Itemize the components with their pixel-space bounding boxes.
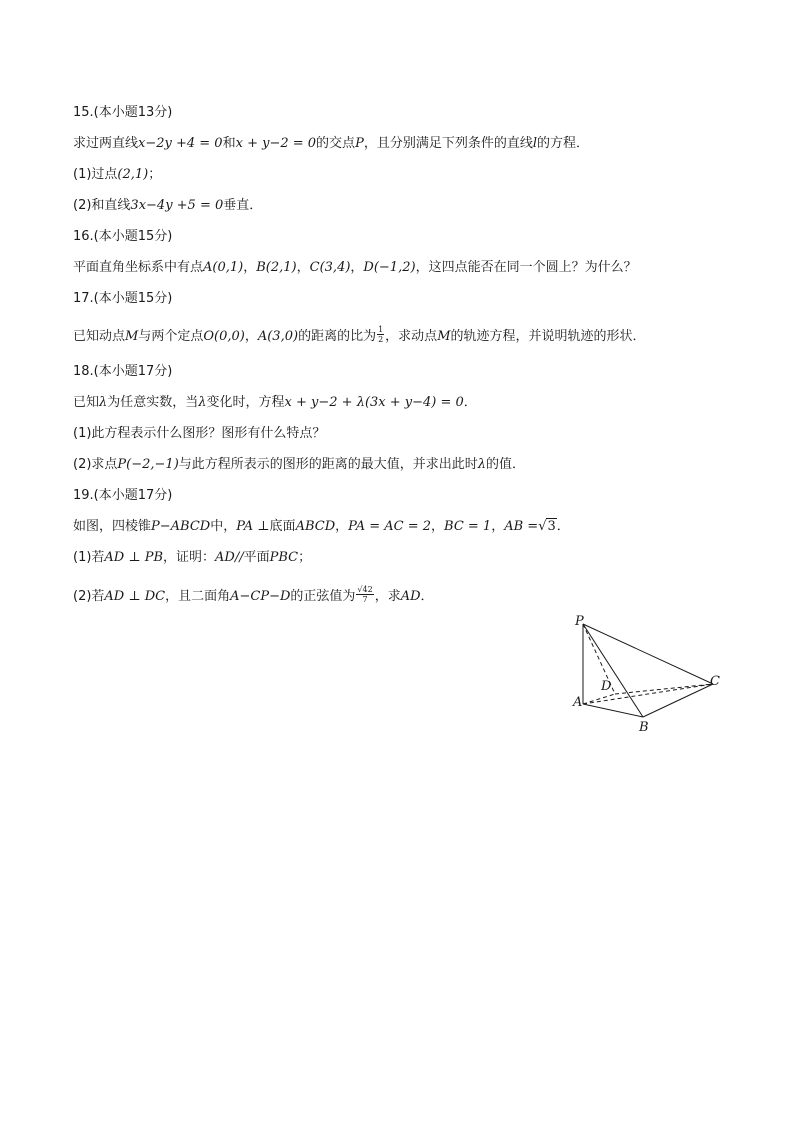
- pyramid-figure: [568, 612, 728, 737]
- vertex-label-p: P: [575, 614, 584, 629]
- problem-15-part-1: (1)过点(2,1)；: [73, 167, 162, 182]
- problem-19-header: 19.(本小题17分): [73, 488, 173, 503]
- problem-15-part-2: (2)和直线3x−4y +5 = 0垂直．: [73, 198, 263, 213]
- problem-19-intro: 如图，四棱锥P−ABCD中，PA ⊥底面ABCD，PA = AC = 2，BC = 1，AB =√3．: [73, 519, 570, 534]
- problem-15-intro: 求过两直线x−2y +4 = 0和x + y−2 = 0的交点P，且分别满足下列条件的直线l的方程．: [73, 136, 590, 151]
- problem-18-part-2: (2)求点P(−2,−1)与此方程所表示的图形的距离的最大值，并求出此时λ的值．: [73, 457, 526, 472]
- vertex-label-a: A: [573, 695, 583, 710]
- problem-16-header: 16.(本小题15分): [73, 229, 173, 244]
- edge-bc: [643, 684, 713, 717]
- edge-dc: [615, 684, 713, 694]
- problem-19-part-2: (2)若AD ⊥ DC，且二面角A−CP−D的正弦值为 $\frac{√42}{7}$ ，求AD．: [73, 585, 434, 604]
- edge-ab: [583, 704, 643, 717]
- problem-18-intro: 已知λ为任意实数，当λ变化时，方程x + y−2 + λ(3x + y−4) = 0．: [73, 395, 477, 410]
- fraction-one-half: $\frac{1}{2}$: [378, 325, 384, 344]
- vertex-label-c: C: [710, 674, 720, 689]
- problem-15-header: 15.(本小题13分): [73, 105, 173, 120]
- problem-16-body: 平面直角坐标系中有点A(0,1)，B(2,1)，C(3,4)，D(−1,2)，这四点能否在同一个圆上？为什么？: [73, 260, 637, 275]
- problem-17-body: 已知动点M与两个定点O(0,0)，A(3,0)的距离的比为 $\frac{1}{2}$ ，求动点M的轨迹方程，并说明轨迹的形状．: [73, 325, 646, 344]
- family-equation: x + y−2 + λ(3x + y−4) = 0: [284, 395, 464, 410]
- problem-17-header: 17.(本小题15分): [73, 291, 173, 306]
- edge-ad: [583, 694, 615, 704]
- problem-18-part-1: (1)此方程表示什么图形？图形有什么特点？: [73, 426, 326, 441]
- sqrt-three: √3: [538, 519, 556, 534]
- vertex-label-b: B: [639, 720, 649, 735]
- vertex-label-d: D: [601, 679, 612, 694]
- fraction-sqrt42-over-7: $\frac{√42}{7}$: [357, 585, 373, 604]
- problem-19-part-1: (1)若AD ⊥ PB，证明：AD//平面PBC；: [73, 550, 312, 565]
- line-equation-2: x + y−2 = 0: [235, 136, 317, 151]
- line-equation-1: x−2y +4 = 0: [138, 136, 223, 151]
- problem-18-header: 18.(本小题17分): [73, 364, 173, 379]
